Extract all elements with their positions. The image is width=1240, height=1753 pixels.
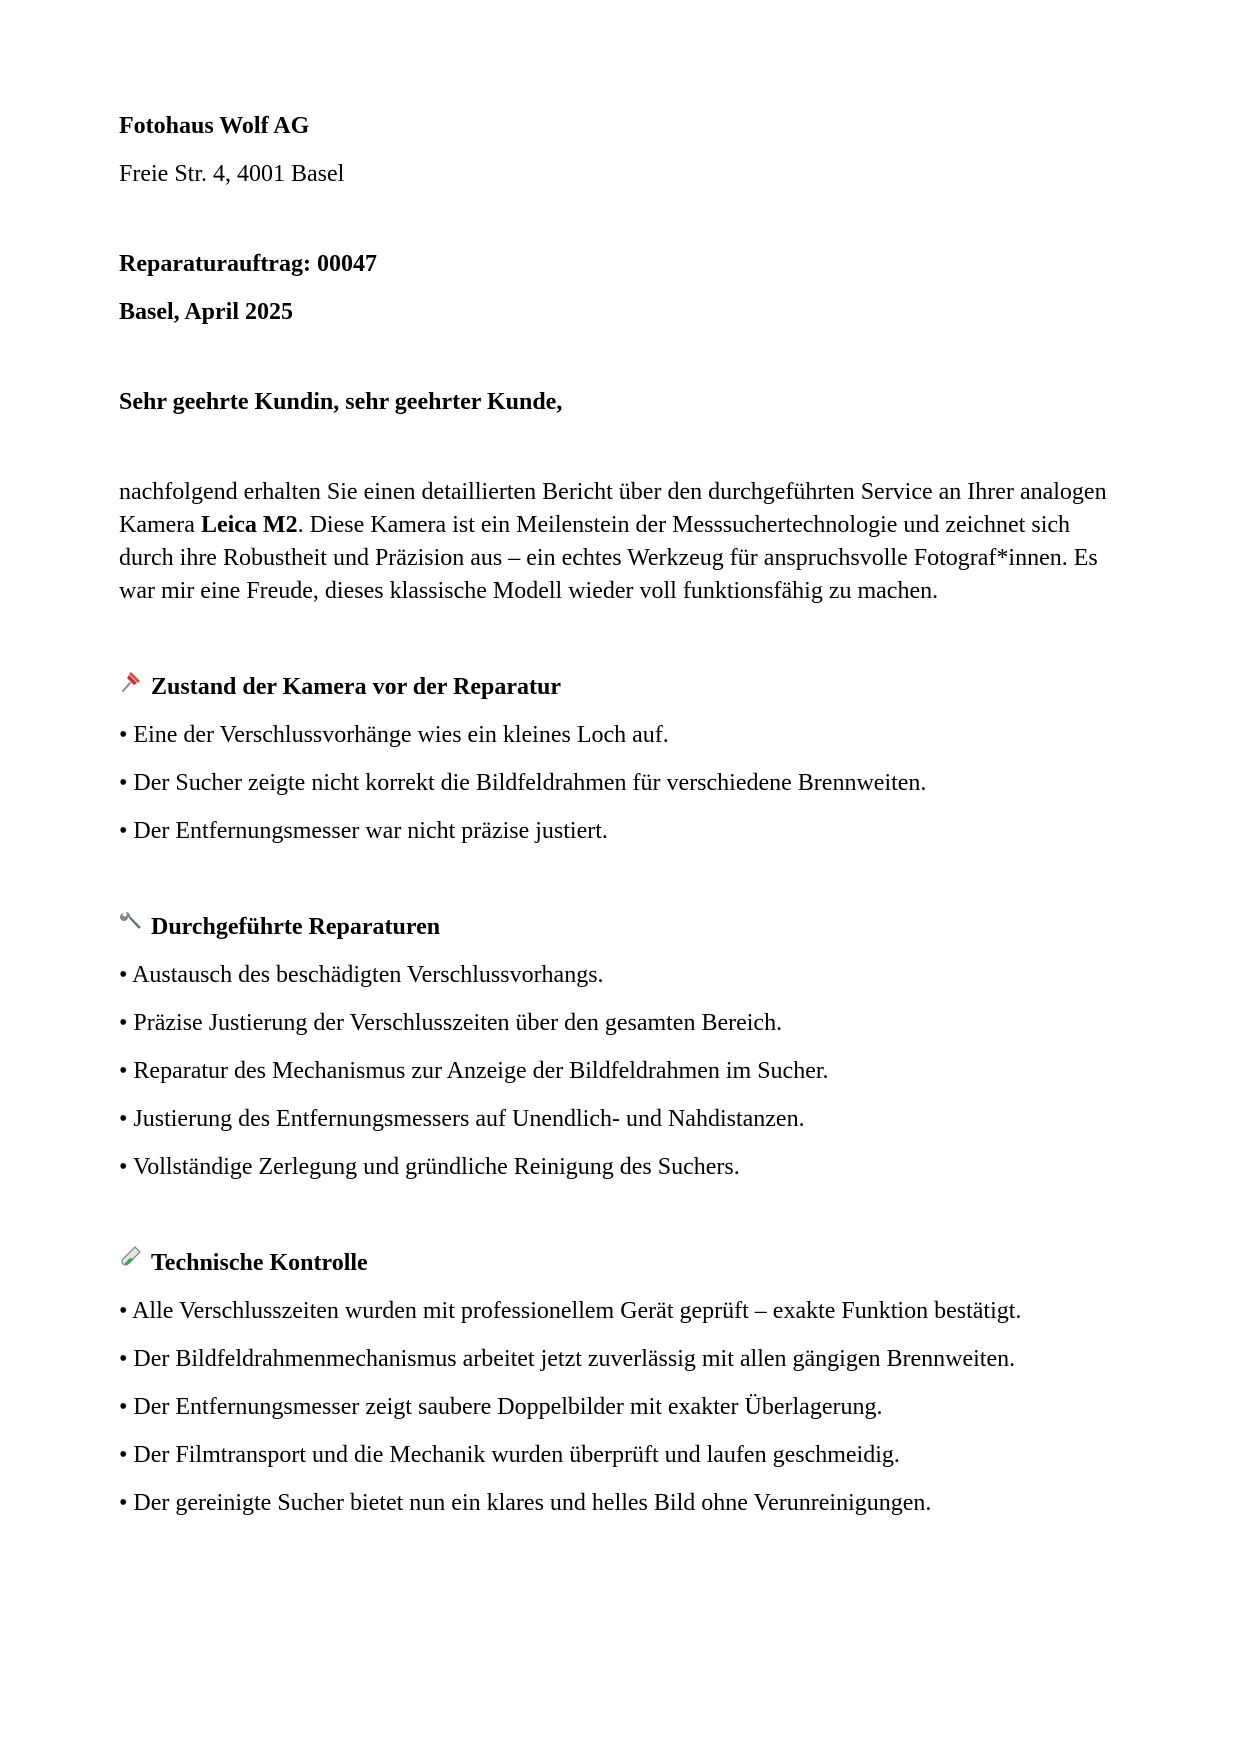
intro-paragraph [119, 476, 1129, 608]
test-tube-icon [119, 1245, 143, 1271]
section-repairs-heading [119, 911, 1129, 944]
company-name: Fotohaus Wolf AG [119, 113, 310, 139]
list-item: • Der Entfernungsmesser zeigt saubere Doppelbilder mit exakter Überlagerung. [119, 1391, 1129, 1424]
pushpin-icon [119, 669, 143, 695]
control-list [119, 1295, 1129, 1520]
list-item: • Der Sucher zeigte nicht korrekt die Bildfeldrahmen für verschiedene Brennweiten. [119, 767, 1129, 800]
section-condition-heading [119, 671, 1129, 704]
section-title: Technische Kontrolle [151, 1250, 368, 1276]
intro-text-before: nachfolgend erhalten Sie einen detaillierten Bericht über den durchgeführten Service an Ihrer analogen Kamera [119, 479, 1107, 538]
list-item: • Alle Verschlusszeiten wurden mit professionellem Gerät geprüft – exakte Funktion bestätigt. [119, 1295, 1129, 1328]
section-title: Durchgeführte Reparaturen [151, 914, 441, 940]
document-page [119, 110, 1129, 1520]
intro-text-after: . Diese Kamera ist ein Meilenstein der Messsuchertechnologie und zeichnet sich durch ihre Robustheit und Präzision aus – ein echtes Werkzeug für anspruchsvolle Fotograf*innen. Es war mir eine Freude, dieses klassische Modell wieder voll funktionsfähig zu machen. [119, 512, 1098, 604]
list-item: • Austausch des beschädigten Verschlussvorhangs. [119, 959, 1129, 992]
salutation: Sehr geehrte Kundin, sehr geehrter Kunde, [119, 389, 563, 415]
list-item: • Vollständige Zerlegung und gründliche Reinigung des Suchers. [119, 1151, 1129, 1184]
section-control-heading [119, 1247, 1129, 1280]
list-item: • Der gereinigte Sucher bietet nun ein klares und helles Bild ohne Verunreinigungen. [119, 1487, 1129, 1520]
section-title: Zustand der Kamera vor der Reparatur [151, 674, 561, 700]
list-item: • Reparatur des Mechanismus zur Anzeige der Bildfeldrahmen im Sucher. [119, 1055, 1129, 1088]
condition-list [119, 719, 1129, 848]
list-item: • Präzise Justierung der Verschlusszeiten über den gesamten Bereich. [119, 1007, 1129, 1040]
list-item: • Der Bildfeldrahmenmechanismus arbeitet jetzt zuverlässig mit allen gängigen Brennweiten. [119, 1343, 1129, 1376]
list-item: • Justierung des Entfernungsmessers auf Unendlich- und Nahdistanzen. [119, 1103, 1129, 1136]
list-item: • Der Entfernungsmesser war nicht präzise justiert. [119, 815, 1129, 848]
place-date: Basel, April 2025 [119, 299, 294, 325]
wrench-icon [119, 909, 143, 935]
repairs-list [119, 959, 1129, 1184]
camera-model: Leica M2 [200, 512, 298, 538]
list-item: • Eine der Verschlussvorhänge wies ein kleines Loch auf. [119, 719, 1129, 752]
list-item: • Der Filmtransport und die Mechanik wurden überprüft und laufen geschmeidig. [119, 1439, 1129, 1472]
company-address: Freie Str. 4, 4001 Basel [119, 161, 345, 187]
order-number: Reparaturauftrag: 00047 [119, 251, 377, 277]
